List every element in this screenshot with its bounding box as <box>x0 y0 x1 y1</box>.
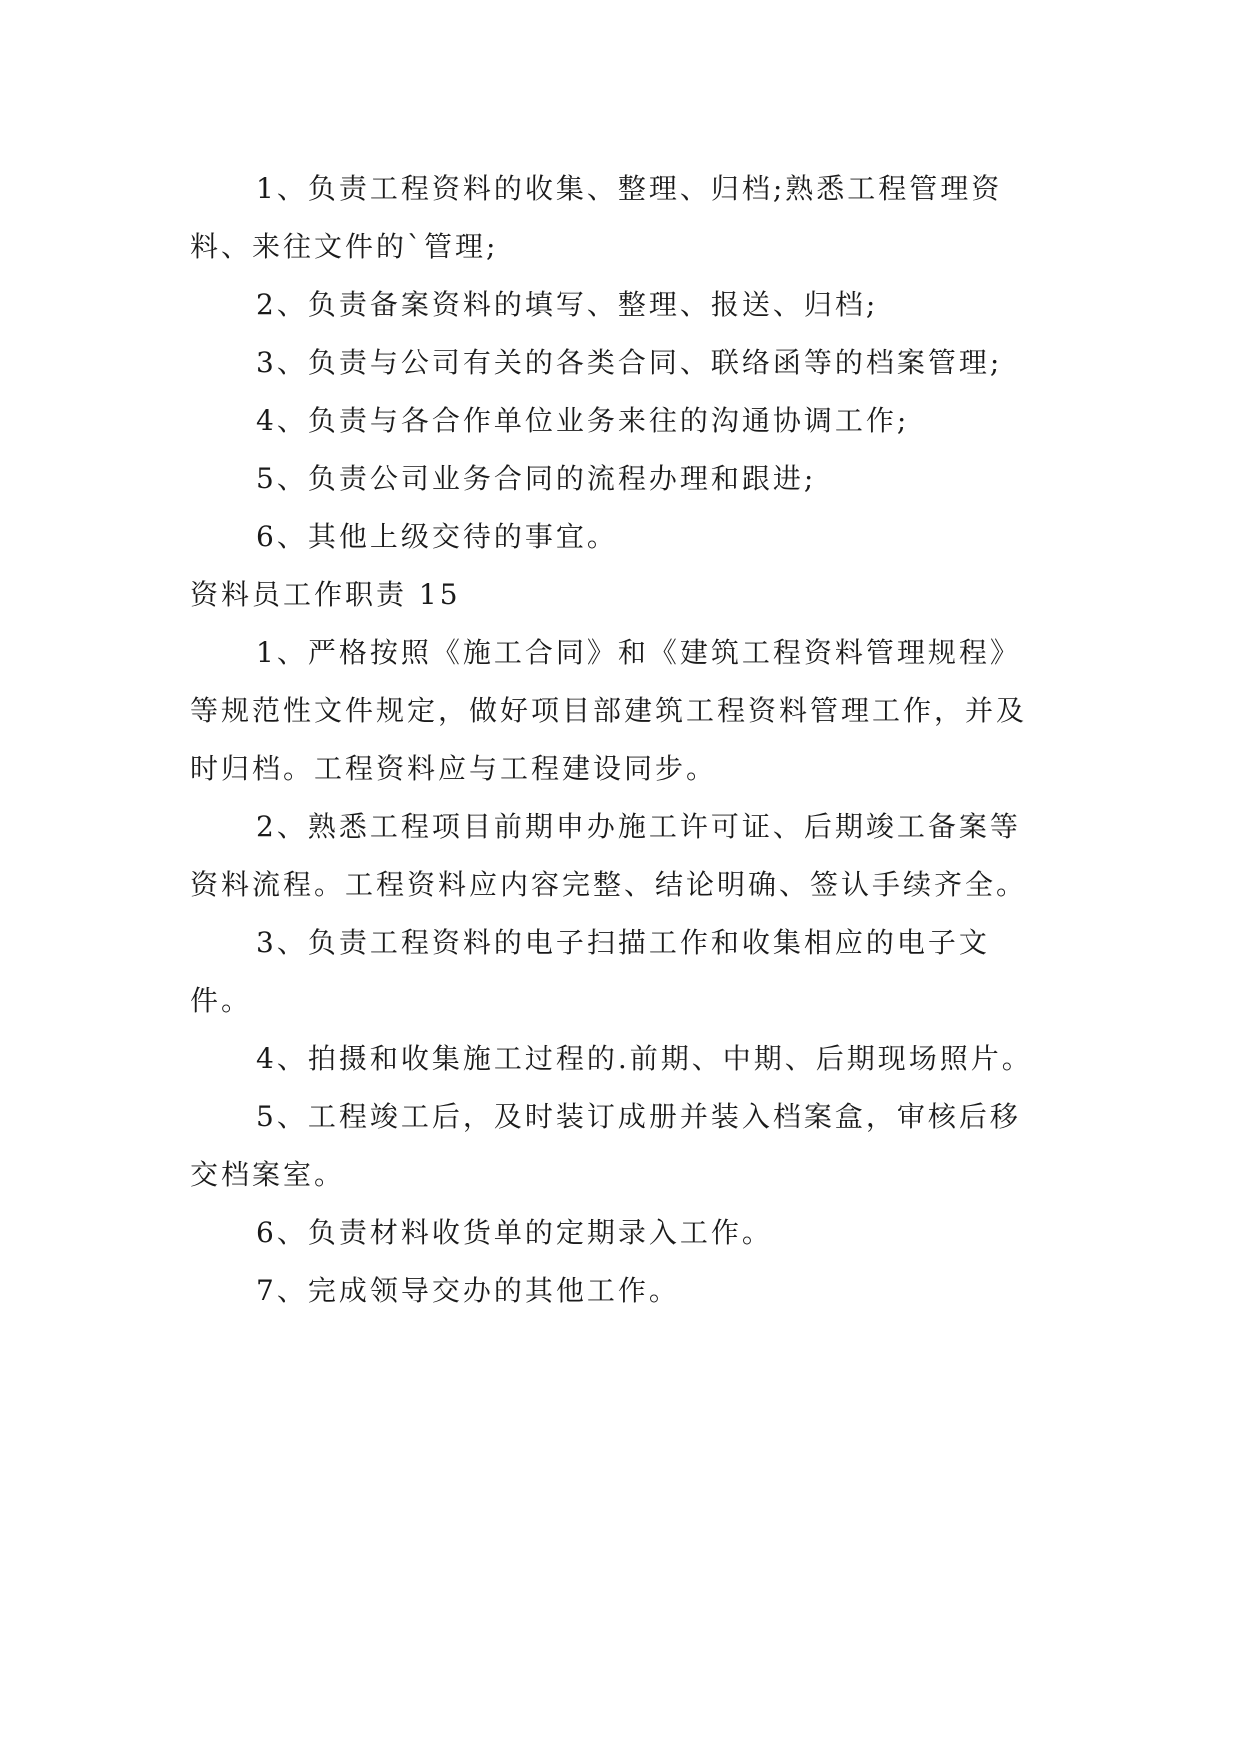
duty-item: 2、负责备案资料的填写、整理、报送、归档; <box>256 288 879 321</box>
duty-item: 6、其他上级交待的事宜。 <box>256 520 618 553</box>
duty-item: 5、负责公司业务合同的流程办理和跟进; <box>256 462 817 495</box>
duty-item: 4、负责与各合作单位业务来往的沟通协调工作; <box>256 404 910 437</box>
duty-item: 7、完成领导交办的其他工作。 <box>256 1274 680 1307</box>
duty-item: 1、负责工程资料的收集、整理、归档;熟悉工程管理资料、来往文件的`管理; <box>190 172 1003 263</box>
duty-item: 3、负责工程资料的电子扫描工作和收集相应的电子文件。 <box>190 926 990 1017</box>
duty-item: 1、严格按照《施工合同》和《建筑工程资料管理规程》等规范性文件规定，做好项目部建筑工程资料管理工作，并及时归档。工程资料应与工程建设同步。 <box>190 636 1028 785</box>
duty-item: 6、负责材料收货单的定期录入工作。 <box>256 1216 773 1249</box>
document-body <box>190 160 1050 1320</box>
duty-item: 3、负责与公司有关的各类合同、联络函等的档案管理; <box>256 346 1003 379</box>
duty-item: 5、工程竣工后，及时装订成册并装入档案盒，审核后移交档案室。 <box>190 1100 1021 1191</box>
section-heading: 资料员工作职责 15 <box>190 578 461 611</box>
duty-item: 2、熟悉工程项目前期申办施工许可证、后期竣工备案等资料流程。工程资料应内容完整、结论明确、签认手续齐全。 <box>190 810 1028 901</box>
duty-item: 4、拍摄和收集施工过程的.前期、中期、后期现场照片。 <box>256 1042 1033 1075</box>
